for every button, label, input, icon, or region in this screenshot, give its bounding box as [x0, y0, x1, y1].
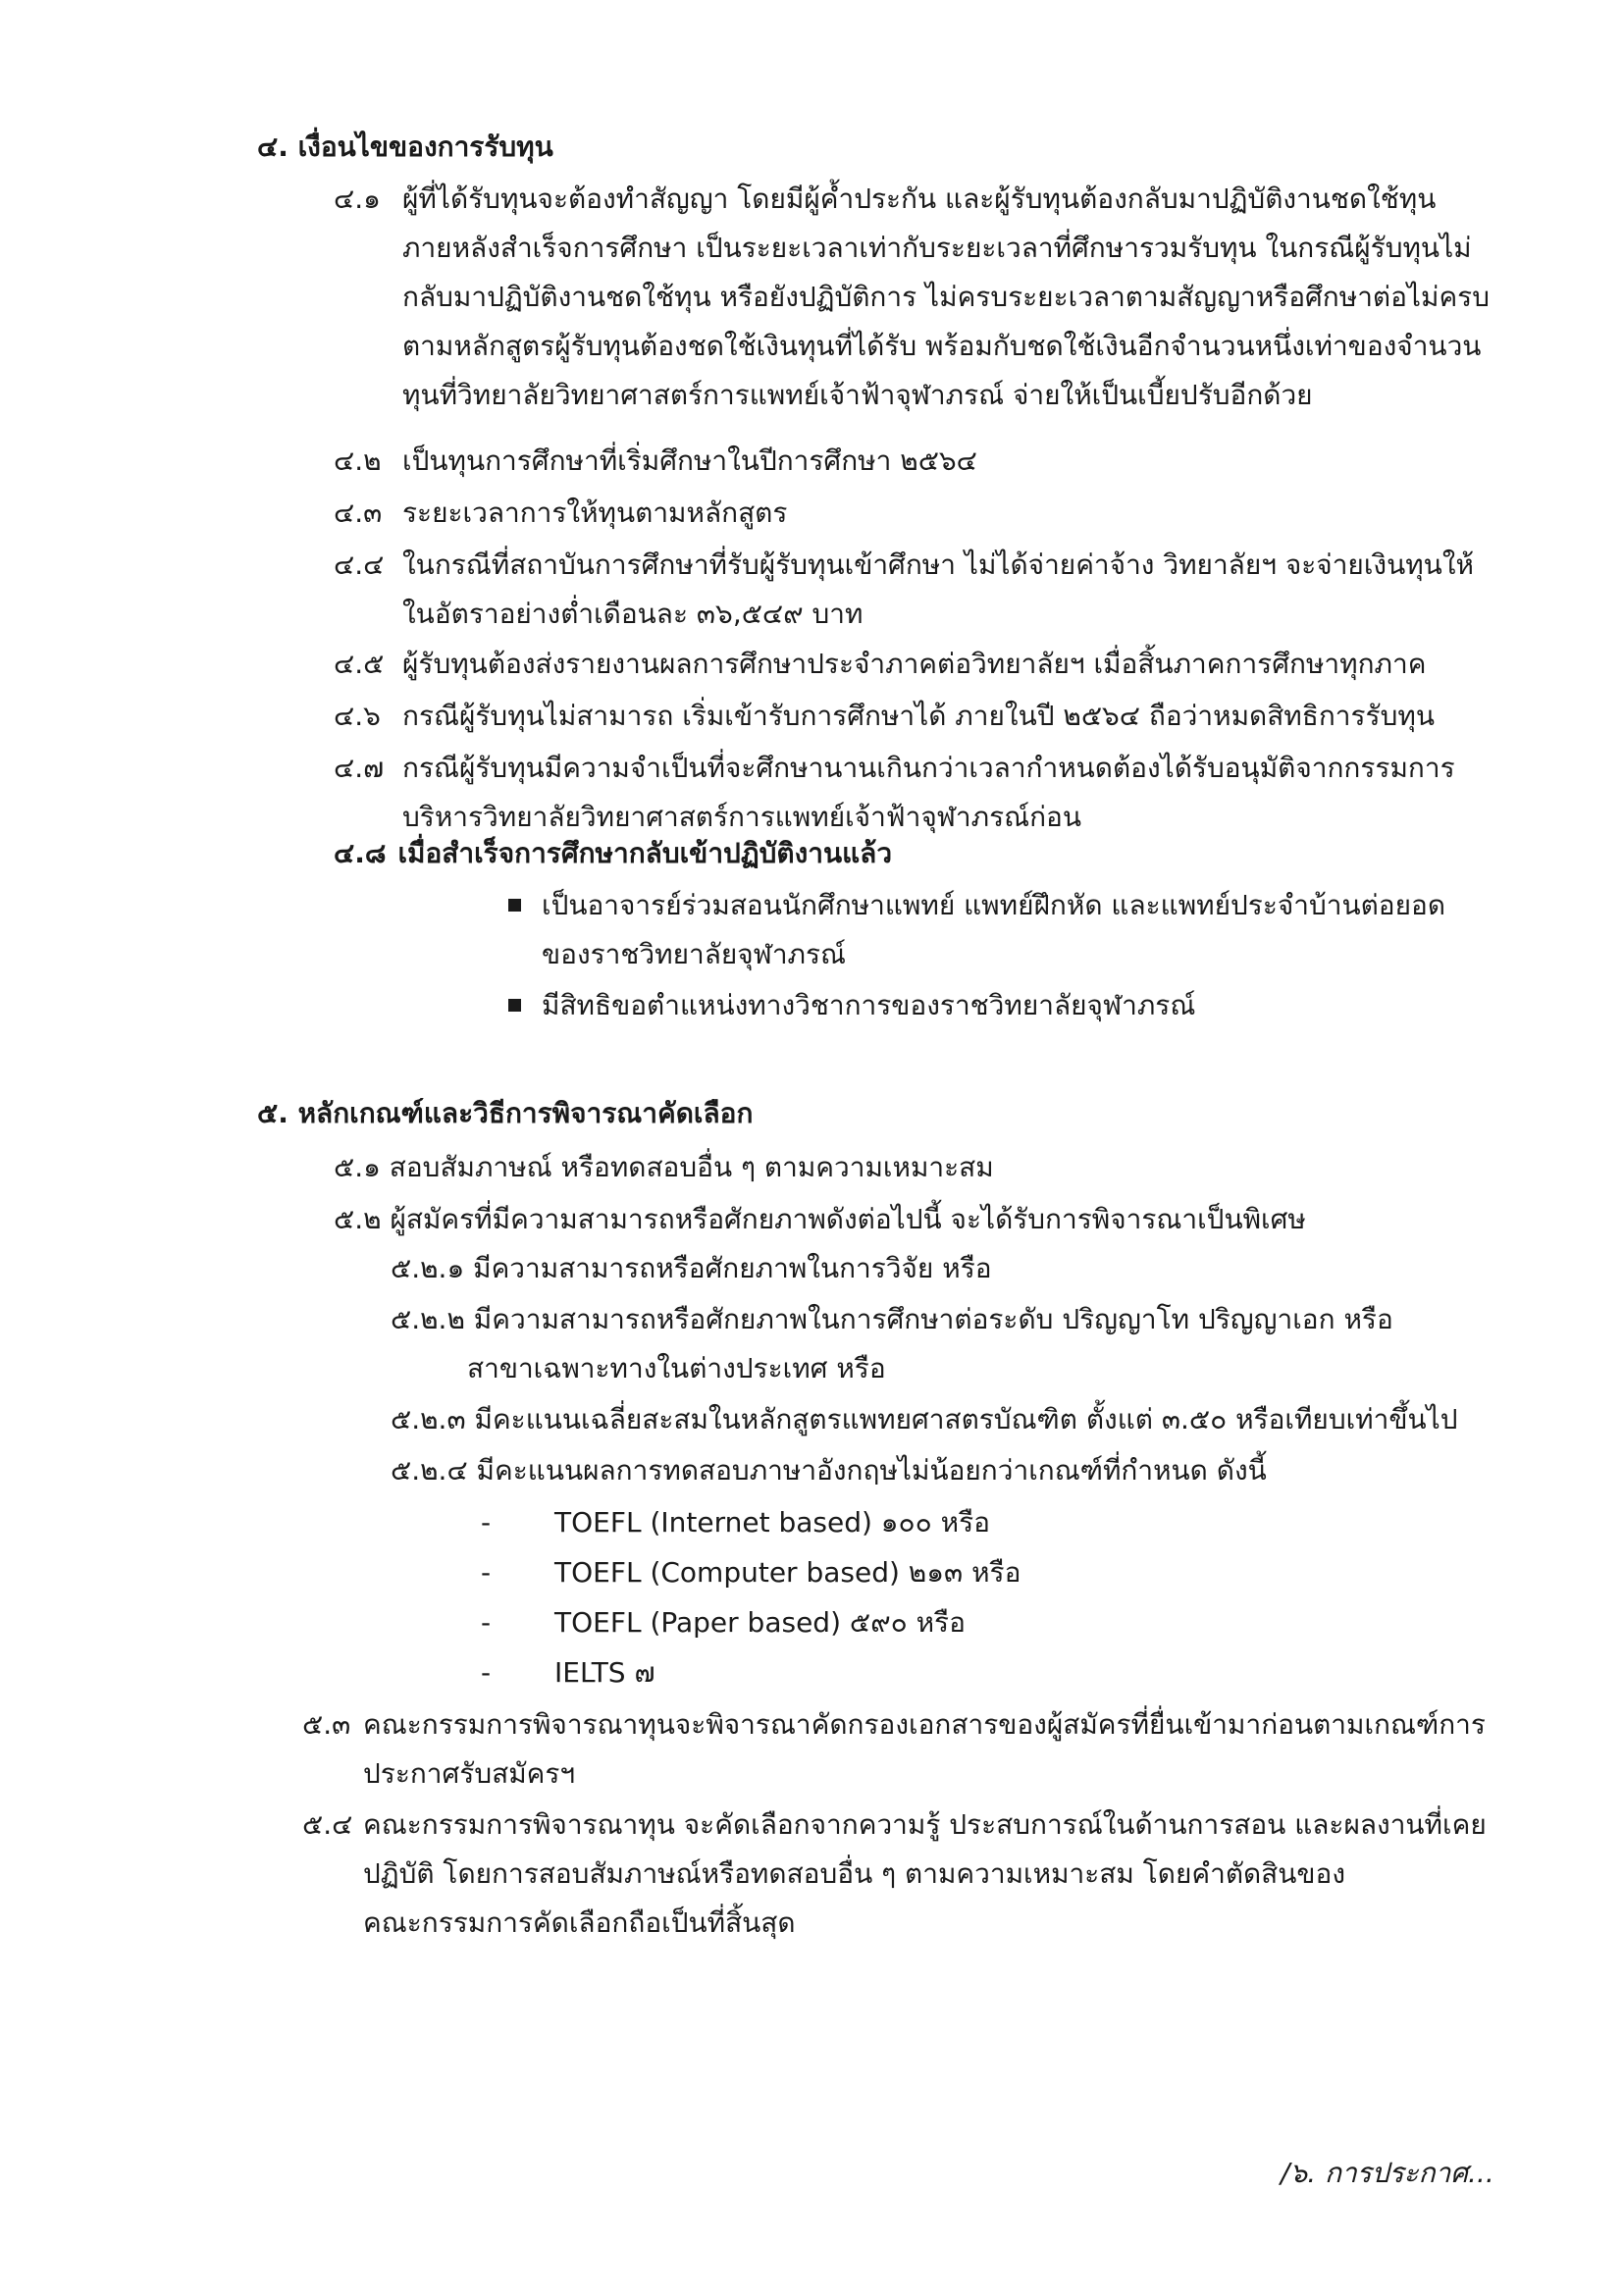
- item-4-5: [334, 640, 1482, 689]
- item-text-line: ๕.๒.๔ มีคะแนนผลการทดสอบภาษาอังกฤษไม่น้อยกว่าเกณฑ์ที่กำหนด ดังนี้: [391, 1454, 1267, 1487]
- bullet-text-line: ของราชวิทยาลัยจุฬาภรณ์: [542, 938, 847, 970]
- item-number: ๕.๔: [302, 1808, 353, 1841]
- item-text-line: ทุนที่วิทยาลัยวิทยาศาสตร์การแพทย์เจ้าฟ้าจุฬาภรณ์ จ่ายให้เป็นเบี้ยปรับอีกด้วย: [402, 379, 1313, 411]
- item-number: ๔.๕: [334, 648, 385, 680]
- bullet-text-line: มีสิทธิขอตำแหน่งทางวิชาการของราชวิทยาลัยจุฬาภรณ์: [542, 989, 1196, 1021]
- item-text: [402, 541, 1482, 639]
- item-4-4: [334, 541, 1482, 639]
- item-number: ๔.๘: [334, 837, 387, 869]
- item-number: ๔.๒: [334, 444, 382, 477]
- item-5-3: [302, 1700, 1490, 1799]
- item-text-line: ภายหลังสำเร็จการศึกษา เป็นระยะเวลาเท่ากับระยะเวลาที่ศึกษารวมรับทุน ในกรณีผู้รับทุนไม่: [402, 232, 1472, 264]
- item-text-line: ผู้ที่ได้รับทุนจะต้องทำสัญญา โดยมีผู้ค้ำประกัน และผู้รับทุนต้องกลับมาปฏิบัติงานชดใช้ทุน: [402, 183, 1437, 215]
- item-text: [391, 1295, 1482, 1393]
- item-5-2-1: [391, 1244, 1482, 1293]
- item-4-3: [334, 489, 1482, 538]
- item-text: [363, 1700, 1490, 1799]
- item-text: เมื่อสำเร็จการศึกษากลับเข้าปฏิบัติงานแล้ว: [397, 837, 893, 869]
- item-text-line: ๕.๒.๒ มีความสามารถหรือศักยภาพในการศึกษาต่อระดับ ปริญญาโท ปริญญาเอก หรือ: [391, 1303, 1393, 1335]
- item-5-2: [334, 1195, 1306, 1244]
- item-text: [402, 640, 1482, 689]
- item-text-line: กรณีผู้รับทุนมีความจำเป็นที่จะศึกษานานเกินกว่าเวลากำหนดต้องได้รับอนุมัติจากกรรมการ: [402, 752, 1455, 784]
- page-continuation-footer: /๖. การประกาศ...: [1281, 2157, 1494, 2189]
- item-text-line: ในกรณีที่สถาบันการศึกษาที่รับผู้รับทุนเข้าศึกษา ไม่ได้จ่ายค่าจ้าง วิทยาลัยฯ จะจ่ายเงินทุนให้: [402, 548, 1474, 581]
- section-4-heading: ๔. เงื่อนไขของการรับทุน: [257, 130, 553, 163]
- item-number: ๔.๓: [334, 496, 383, 529]
- english-score-item: TOEFL (Paper based) ๕๙๐ หรือ: [554, 1606, 966, 1639]
- item-text-line: ปฏิบัติ โดยการสอบสัมภาษณ์หรือทดสอบอื่น ๆ ตามความเหมาะสม โดยคำตัดสินของ: [363, 1857, 1346, 1890]
- english-score-item: TOEFL (Computer based) ๒๑๓ หรือ: [554, 1556, 1021, 1589]
- item-4-7: [334, 744, 1482, 842]
- item-text-line: ตามหลักสูตรผู้รับทุนต้องชดใช้เงินทุนที่ได้รับ พร้อมกับชดใช้เงินอีกจำนวนหนึ่งเท่าของจำนวน: [402, 330, 1482, 362]
- item-5-2-2: [391, 1295, 1482, 1393]
- item-text: [391, 1446, 1482, 1495]
- dash-bullet: -: [481, 1656, 492, 1689]
- item-number: ๕.๓: [302, 1708, 351, 1741]
- item-4-2: [334, 437, 1482, 486]
- item-5-1: [334, 1143, 994, 1192]
- english-score-item: TOEFL (Internet based) ๑๐๐ หรือ: [554, 1506, 990, 1539]
- item-text-line: กลับมาปฏิบัติงานชดใช้ทุน หรือยังปฏิบัติการ ไม่ครบระยะเวลาตามสัญญาหรือศึกษาต่อไม่ครบ: [402, 281, 1490, 313]
- item-5-4: [302, 1800, 1490, 1948]
- item-number: ๔.๔: [334, 548, 385, 581]
- item-text-line: ผู้รับทุนต้องส่งรายงานผลการศึกษาประจำภาคต่อวิทยาลัยฯ เมื่อสิ้นภาคการศึกษาทุกภาค: [402, 648, 1427, 680]
- item-text-line: สาขาเฉพาะทางในต่างประเทศ หรือ: [467, 1352, 886, 1384]
- english-score-item: IELTS ๗: [554, 1656, 655, 1689]
- item-text: [391, 1395, 1482, 1444]
- item-text: [402, 175, 1490, 420]
- section-5-heading: ๕. หลักเกณฑ์และวิธีการพิจารณาคัดเลือก: [257, 1097, 754, 1129]
- item-number: ๔.๖: [334, 700, 381, 732]
- item-text-line: กรณีผู้รับทุนไม่สามารถ เริ่มเข้ารับการศึกษาได้ ภายในปี ๒๕๖๔ ถือว่าหมดสิทธิการรับทุน: [402, 700, 1435, 732]
- item-text-line: ๕.๒.๑ มีความสามารถหรือศักยภาพในการวิจัย หรือ: [391, 1252, 992, 1284]
- bullet-text: [542, 981, 1484, 1030]
- item-text: [402, 437, 1482, 486]
- item-number: ๔.๑: [334, 183, 381, 215]
- bullet-item: [542, 981, 1484, 1030]
- item-5-2-3: [391, 1395, 1482, 1444]
- item-4-6: [334, 692, 1482, 741]
- item-text-line: ระยะเวลาการให้ทุนตามหลักสูตร: [402, 496, 788, 529]
- bullet-text-line: เป็นอาจารย์ร่วมสอนนักศึกษาแพทย์ แพทย์ฝึกหัด และแพทย์ประจำบ้านต่อยอด: [542, 889, 1446, 921]
- item-text-line: ในอัตราอย่างต่ำเดือนละ ๓๖,๕๔๙ บาท: [402, 598, 864, 630]
- item-text: ๕.๒ ผู้สมัครที่มีความสามารถหรือศักยภาพดังต่อไปนี้ จะได้รับการพิจารณาเป็นพิเศษ: [334, 1203, 1306, 1235]
- dash-bullet: -: [481, 1556, 492, 1589]
- item-4-8: [334, 829, 892, 878]
- item-text-line: คณะกรรมการพิจารณาทุนจะพิจารณาคัดกรองเอกสารของผู้สมัครที่ยื่นเข้ามาก่อนตามเกณฑ์การ: [363, 1708, 1486, 1741]
- item-5-2-4: [391, 1446, 1482, 1495]
- item-number: ๔.๗: [334, 752, 385, 784]
- bullet-item: [542, 881, 1484, 979]
- item-text: [402, 489, 1482, 538]
- square-bullet-icon: [508, 999, 521, 1012]
- dash-bullet: -: [481, 1506, 492, 1539]
- item-text: [363, 1800, 1490, 1948]
- item-text-line: บริหารวิทยาลัยวิทยาศาสตร์การแพทย์เจ้าฟ้าจุฬาภรณ์ก่อน: [402, 801, 1082, 833]
- item-text: [402, 744, 1482, 842]
- item-text-line: ๕.๒.๓ มีคะแนนเฉลี่ยสะสมในหลักสูตรแพทยศาสตรบัณฑิต ตั้งแต่ ๓.๕๐ หรือเทียบเท่าขึ้นไป: [391, 1403, 1458, 1435]
- item-text-line: คณะกรรมการพิจารณาทุน จะคัดเลือกจากความรู้ ประสบการณ์ในด้านการสอน และผลงานที่เคย: [363, 1808, 1487, 1841]
- item-4-1: [334, 175, 1490, 420]
- square-bullet-icon: [508, 899, 521, 912]
- bullet-text: [542, 881, 1484, 979]
- item-text: [402, 692, 1482, 741]
- item-text-line: เป็นทุนการศึกษาที่เริ่มศึกษาในปีการศึกษา ๒๕๖๔: [402, 444, 977, 477]
- item-text: ๕.๑ สอบสัมภาษณ์ หรือทดสอบอื่น ๆ ตามความเหมาะสม: [334, 1151, 994, 1183]
- item-text: [391, 1244, 1482, 1293]
- item-text-line: ประกาศรับสมัครฯ: [363, 1757, 576, 1790]
- item-text-line: คณะกรรมการคัดเลือกถือเป็นที่สิ้นสุด: [363, 1906, 796, 1939]
- dash-bullet: -: [481, 1606, 492, 1639]
